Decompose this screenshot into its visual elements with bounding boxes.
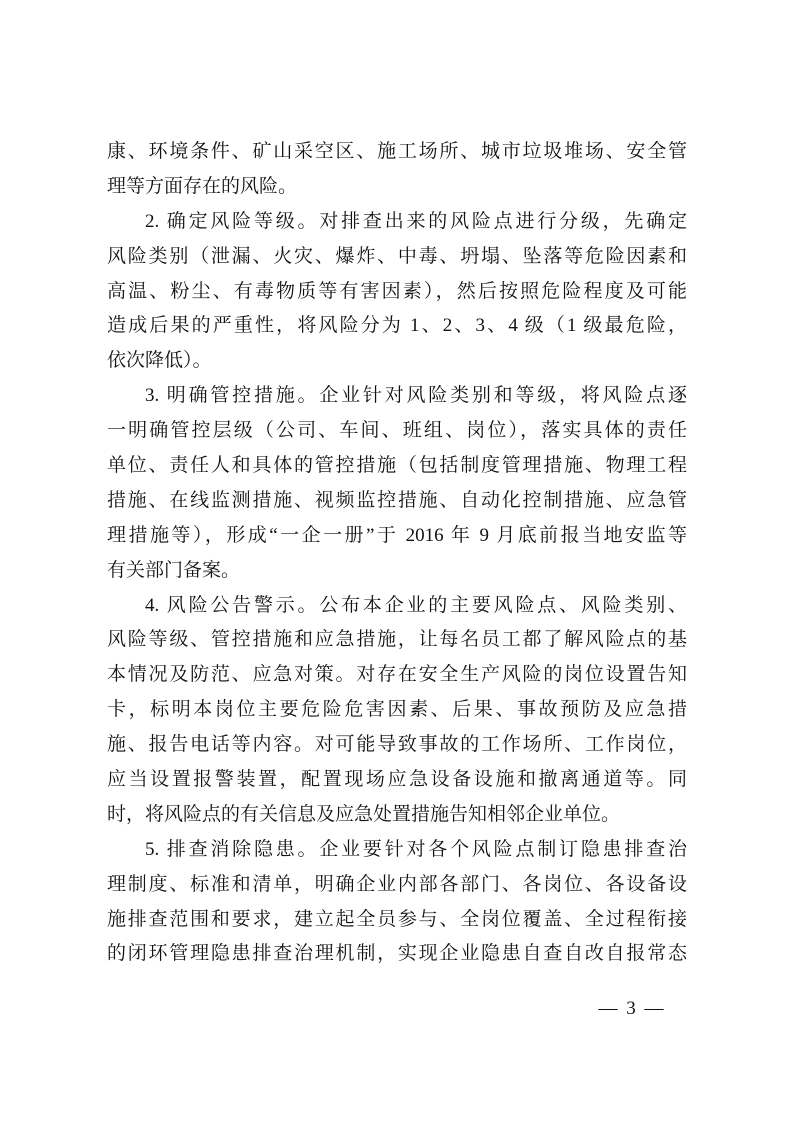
page-number: — 3 — [598,998,666,1019]
text-line: 的闭环管理隐患排查治理机制，实现企业隐患自查自改自报常态 [107,943,687,965]
document-body [107,135,687,972]
text-line: 单位、责任人和具体的管控措施（包括制度管理措施、物理工程 [107,455,687,477]
text-line: 理措施等），形成“一企一册”于 2016 年 9 月底前报当地安监等 [107,524,687,546]
text-line: 理制度、标准和清单，明确企业内部各部门、各岗位、各设备设 [107,873,687,895]
text-line: 5. 排查消除隐患。企业要针对各个风险点制订隐患排查治 [145,838,687,860]
text-line: 措施、在线监测措施、视频监控措施、自动化控制措施、应急管 [107,489,687,511]
text-line: 应当设置报警装置，配置现场应急设备设施和撤离通道等。同 [107,769,687,791]
text-line: 本情况及防范、应急对策。对存在安全生产风险的岗位设置告知 [107,664,687,686]
text-line: 理等方面存在的风险。 [107,175,298,197]
text-line: 风险等级、管控措施和应急措施，让每名员工都了解风险点的基 [107,629,687,651]
text-line: 时，将风险点的有关信息及应急处置措施告知相邻企业单位。 [107,803,621,825]
text-line: 造成后果的严重性，将风险分为 1、2、3、4 级（1 级最危险， [107,315,687,337]
text-line: 依次降低）。 [107,350,212,372]
text-line: 2. 确定风险等级。对排查出来的风险点进行分级，先确定 [145,210,687,232]
text-line: 4. 风险公告警示。公布本企业的主要风险点、风险类别、 [145,594,687,616]
text-line: 康、环境条件、矿山采空区、施工场所、城市垃圾堆场、安全管 [107,141,687,162]
text-line: 3. 明确管控措施。企业针对风险类别和等级，将风险点逐 [145,385,687,407]
text-line: 有关部门备案。 [107,559,241,581]
text-line: 卡，标明本岗位主要危险危害因素、后果、事故预防及应急措 [107,699,687,721]
text-line: 施、报告电话等内容。对可能导致事故的工作场所、工作岗位， [107,734,687,756]
text-line: 施排查范围和要求，建立起全员参与、全岗位覆盖、全过程衔接 [107,908,687,930]
text-line: 一明确管控层级（公司、车间、班组、岗位），落实具体的责任 [107,420,687,442]
text-line: 风险类别（泄漏、火灾、爆炸、中毒、坍塌、坠落等危险因素和 [107,245,687,267]
text-line: 高温、粉尘、有毒物质等有害因素），然后按照危险程度及可能 [107,280,687,302]
